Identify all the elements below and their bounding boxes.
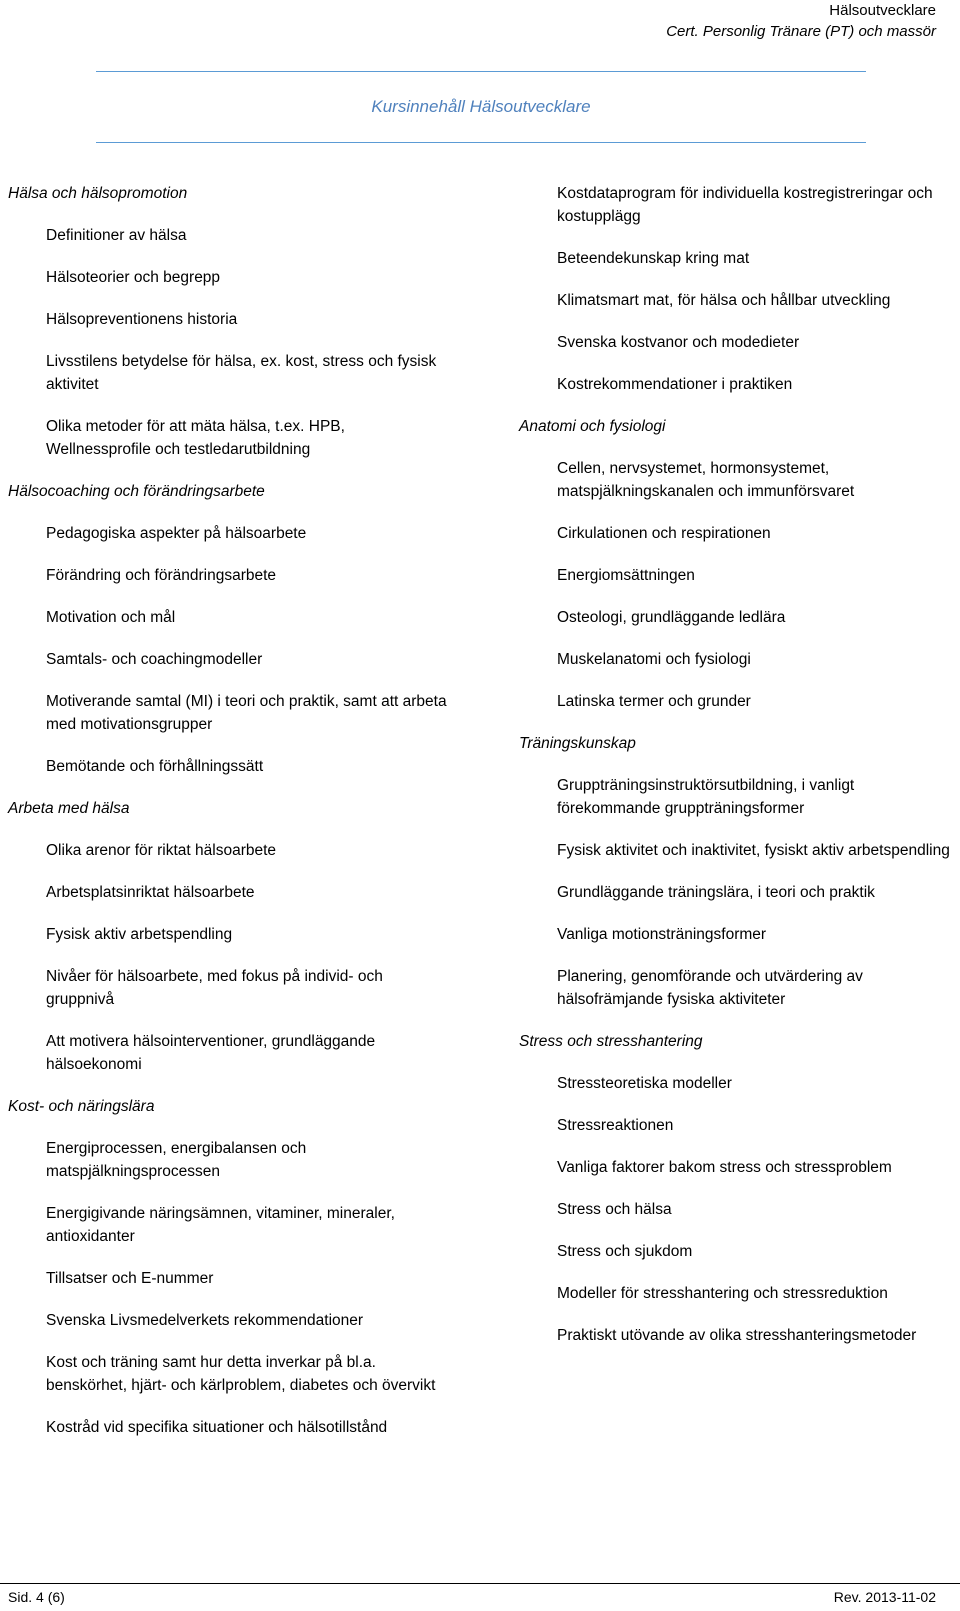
list-item: Klimatsmart mat, för hälsa och hållbar utveckling — [557, 292, 891, 309]
list-item: Pedagogiska aspekter på hälsoarbete — [46, 525, 307, 542]
list-item: Arbetsplatsinriktat hälsoarbete — [46, 884, 255, 901]
list-item: Fysisk aktivitet och inaktivitet, fysiskt aktiv arbetspendling — [557, 842, 950, 859]
section-title: Hälsocoaching och förändringsarbete — [8, 483, 265, 500]
list-item: Motivation och mål — [46, 609, 176, 626]
list-item: Samtals- och coachingmodeller — [46, 651, 263, 668]
list-item: Att motivera hälsointerventioner, grundläggande hälsoekonomi — [46, 1033, 376, 1073]
list-item: Motiverande samtal (MI) i teori och praktik, samt att arbeta med motivationsgrupper — [46, 693, 447, 733]
list-item: Fysisk aktiv arbetspendling — [46, 926, 233, 943]
list-item: Grundläggande träningslära, i teori och praktik — [557, 884, 875, 901]
list-item: Stressteoretiska modeller — [557, 1075, 732, 1092]
list-item: Praktiskt utövande av olika stresshanteringsmetoder — [557, 1327, 917, 1344]
list-item: Livsstilens betydelse för hälsa, ex. kost, stress och fysisk aktivitet — [46, 353, 437, 393]
list-item: Vanliga motionsträningsformer — [557, 926, 767, 943]
header-line-2: Cert. Personlig Tränare (PT) och massör — [666, 23, 936, 40]
section-title: Stress och stresshantering — [519, 1033, 703, 1050]
page-number: Sid. 4 (6) — [8, 1589, 65, 1605]
section-title: Anatomi och fysiologi — [519, 418, 666, 435]
document-title: Kursinnehåll Hälsoutvecklare — [371, 97, 591, 116]
list-item: Stressreaktionen — [557, 1117, 674, 1134]
list-item: Hälsopreventionens historia — [46, 311, 238, 328]
section-title: Träningskunskap — [519, 735, 636, 752]
list-item: Energigivande näringsämnen, vitaminer, mineraler, antioxidanter — [46, 1205, 395, 1245]
section-title: Kost- och näringslära — [8, 1098, 155, 1115]
list-item: Kost och träning samt hur detta inverkar på bl.a. benskörhet, hjärt- och kärlproblem, diabetes och övervikt — [46, 1354, 436, 1394]
header-line-1: Hälsoutvecklare — [829, 2, 936, 19]
list-item: Cirkulationen och respirationen — [557, 525, 771, 542]
page-header — [666, 0, 936, 42]
list-item: Modeller för stresshantering och stressreduktion — [557, 1285, 888, 1302]
list-item: Energiprocessen, energibalansen och matspjälkningsprocessen — [46, 1140, 307, 1180]
revision-date: Rev. 2013-11-02 — [833, 1589, 936, 1605]
list-item: Hälsoteorier och begrepp — [46, 269, 221, 286]
title-rule-bottom — [96, 142, 866, 143]
list-item: Definitioner av hälsa — [46, 227, 187, 244]
list-item: Kostråd vid specifika situationer och hälsotillstånd — [46, 1419, 388, 1436]
list-item: Olika metoder för att mäta hälsa, t.ex. HPB, Wellnessprofile och testledarutbildning — [46, 418, 345, 458]
right-column — [519, 182, 959, 1366]
list-item: Bemötande och förhållningssätt — [46, 758, 264, 775]
list-item: Olika arenor för riktat hälsoarbete — [46, 842, 277, 859]
section-title: Arbeta med hälsa — [8, 800, 130, 817]
list-item: Cellen, nervsystemet, hormonsystemet, matspjälkningskanalen och immunförsvaret — [557, 460, 855, 500]
list-item: Vanliga faktorer bakom stress och stressproblem — [557, 1159, 892, 1176]
list-item: Tillsatser och E-nummer — [46, 1270, 214, 1287]
list-item: Energiomsättningen — [557, 567, 695, 584]
list-item: Svenska Livsmedelverkets rekommendationer — [46, 1312, 364, 1329]
list-item: Nivåer för hälsoarbete, med fokus på individ- och gruppnivå — [46, 968, 383, 1008]
list-item: Osteologi, grundläggande ledlära — [557, 609, 786, 626]
list-item: Beteendekunskap kring mat — [557, 250, 750, 267]
title-rule-top — [96, 71, 866, 72]
footer-rule — [0, 1583, 960, 1584]
left-column — [8, 182, 448, 1458]
section-title: Hälsa och hälsopromotion — [8, 185, 188, 202]
list-item: Latinska termer och grunder — [557, 693, 751, 710]
list-item: Planering, genomförande och utvärdering av hälsofrämjande fysiska aktiviteter — [557, 968, 863, 1008]
list-item: Gruppträningsinstruktörsutbildning, i vanligt förekommande gruppträningsformer — [557, 777, 855, 817]
list-item: Kostdataprogram för individuella kostregistreringar och kostupplägg — [557, 185, 933, 225]
list-item: Stress och hälsa — [557, 1201, 672, 1218]
list-item: Svenska kostvanor och modedieter — [557, 334, 800, 351]
list-item: Förändring och förändringsarbete — [46, 567, 277, 584]
list-item: Muskelanatomi och fysiologi — [557, 651, 751, 668]
list-item: Kostrekommendationer i praktiken — [557, 376, 793, 393]
list-item: Stress och sjukdom — [557, 1243, 693, 1260]
